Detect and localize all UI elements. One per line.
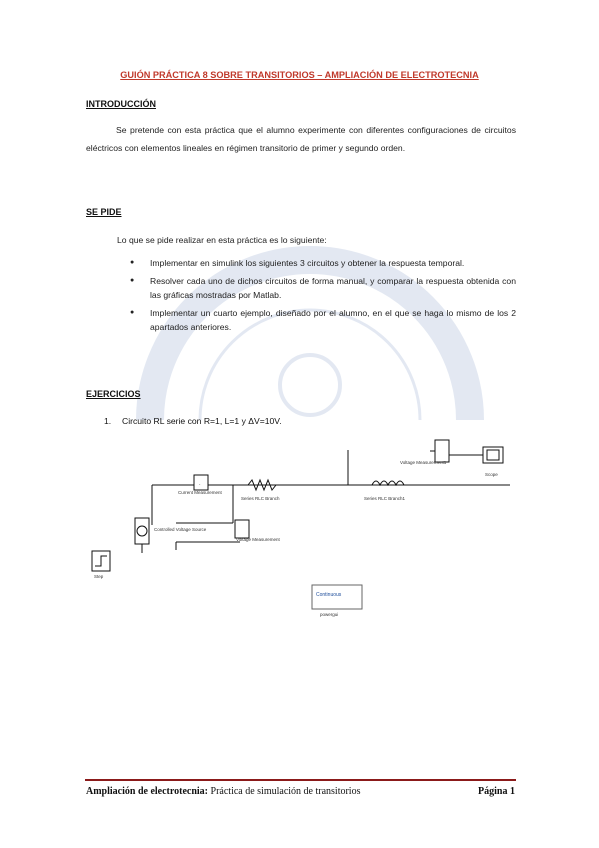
series-rlc-branch1-label: Series RLC Branch1 [364,496,406,501]
controlled-voltage-source-label: Controlled Voltage Source [154,527,207,532]
intro-paragraph: Se pretende con esta práctica que el alumno experimente con diferentes configuraciones de circuitos eléctricos con elementos lineales en régimen transitorio de primer y segundo orden. [86,125,516,153]
current-measurement-label: Current Measurement [178,490,222,495]
list-item: ● Resolver cada uno de dichos circuitos de forma manual, y comparar la respuesta obtenida con las gráficas mostradas por Matlab. [130,274,516,303]
ejercicios-heading: EJERCICIOS [86,389,141,399]
list-item: ● Implementar un cuarto ejemplo, diseñado por el alumno, en el que se haga lo mismo de los 2 apartados anteriores. [130,306,516,335]
document-title: GUIÓN PRÁCTICA 8 SOBRE TRANSITORIOS – AMPLIACIÓN DE ELECTROTECNIA [120,70,479,80]
step-label: Step [94,574,104,579]
footer-course-bold: Ampliación de electrotecnia: [86,786,209,797]
scope-label: Scope [485,472,498,477]
footer-divider [85,779,516,781]
exercise-text: Circuito RL serie con R=1, L=1 y ΔV=10V. [122,416,282,426]
continuous-label: Continuous [316,592,342,598]
list-item: ● Implementar en simulink los siguientes 3 circuitos y obtener la respuesta temporal. [130,256,516,271]
se-pide-list [130,256,516,338]
footer-course [86,786,360,797]
footer-course-rest: Práctica de simulación de transitorios [208,786,361,797]
powergui-label: powergui [320,612,339,617]
se-pide-lead: Lo que se pide realizar en esta práctica es lo siguiente: [117,235,327,245]
current-measurement-glyph: · [199,482,201,488]
voltage-measurement1-label: Voltage Measurement1 [400,460,447,465]
intro-heading: INTRODUCCIÓN [86,99,156,109]
simulink-circuit-diagram [80,435,520,620]
series-rlc-branch-label: Series RLC Branch [241,496,280,501]
page-number: Página 1 [478,786,515,797]
voltage-measurement-label: Voltage Measurement [236,537,280,542]
exercise-number: 1. [104,416,112,426]
se-pide-heading: SE PIDE [86,207,122,217]
